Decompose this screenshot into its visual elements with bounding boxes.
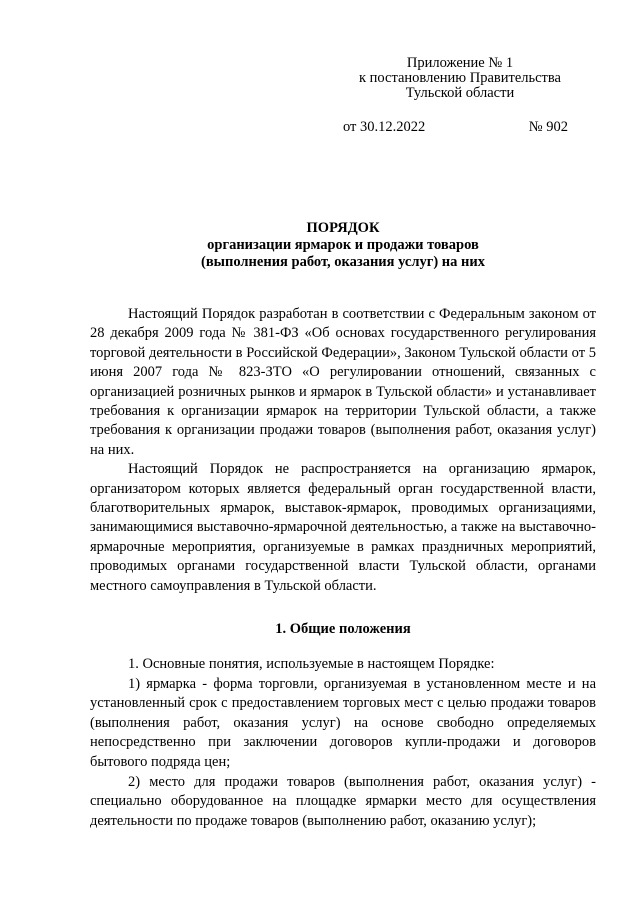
title-line-2: организации ярмарок и продажи товаров bbox=[207, 237, 479, 253]
section-heading: 1. Общие положения bbox=[275, 621, 411, 637]
title-line-1: ПОРЯДОК bbox=[306, 220, 380, 236]
intro-paragraph-2: Настоящий Порядок не распространяется на организацию ярмарок, организатором которых является федеральный орган государственной власти, благотворительных ярмарок, выставок-ярмарок, проводимых организациями, занимающимися выставочно-ярмарочной деятельностью, а также на выставочно-ярмарочные мероприятия, организуемые в рамках праздничных мероприятий, проводимых органами государственной власти Тульской области, органами местного самоуправления в Тульской области. bbox=[90, 461, 596, 594]
section-paragraph-2: 1) ярмарка - форма торговли, организуемая в установленном месте и на установленный срок с предоставлением торговых мест с целью продажи товаров (выполнения работ, оказания услуг) на основе свободно определяемых непосредственно при заключении договоров купли-продажи и договоров бытового подряда цен; bbox=[90, 675, 596, 770]
appendix-line-3: Тульской области bbox=[405, 85, 515, 101]
document-title bbox=[90, 220, 596, 271]
appendix-line-1: Приложение № 1 bbox=[406, 55, 514, 71]
document-date: от 30.12.2022 bbox=[343, 119, 426, 135]
intro-text bbox=[90, 305, 596, 596]
intro-paragraph-1: Настоящий Порядок разработан в соответствии с Федеральным законом от 28 декабря 2009 года № 381-ФЗ «Об основах государственного регулирования торговой деятельности в Российской Федерации», Законом Тульской области от 5 июня 2007 года № 823-ЗТО «О регулировании отношений, связанных с организацией розничных рынков и ярмарок в Тульской области» и устанавливает требования к организации ярмарок на территории Тульской области, а также требования к организации продажи товаров (выполнения работ, оказания услуг) на них. bbox=[90, 306, 596, 458]
title-line-3: (выполнения работ, оказания услуг) на них bbox=[201, 254, 485, 270]
document-number: № 902 bbox=[528, 119, 568, 135]
appendix-block bbox=[330, 56, 590, 101]
section-text bbox=[90, 655, 596, 831]
date-number-line bbox=[343, 119, 568, 135]
section-paragraph-3: 2) место для продажи товаров (выполнения работ, оказания услуг) - специально оборудованное на площадке ярмарки место для осуществления деятельности по продаже товаров (выполнению работ, оказанию услуг); bbox=[90, 773, 596, 829]
section-paragraph-1: 1. Основные понятия, используемые в настоящем Порядке: bbox=[128, 656, 495, 672]
appendix-line-2: к постановлению Правительства bbox=[359, 70, 561, 86]
